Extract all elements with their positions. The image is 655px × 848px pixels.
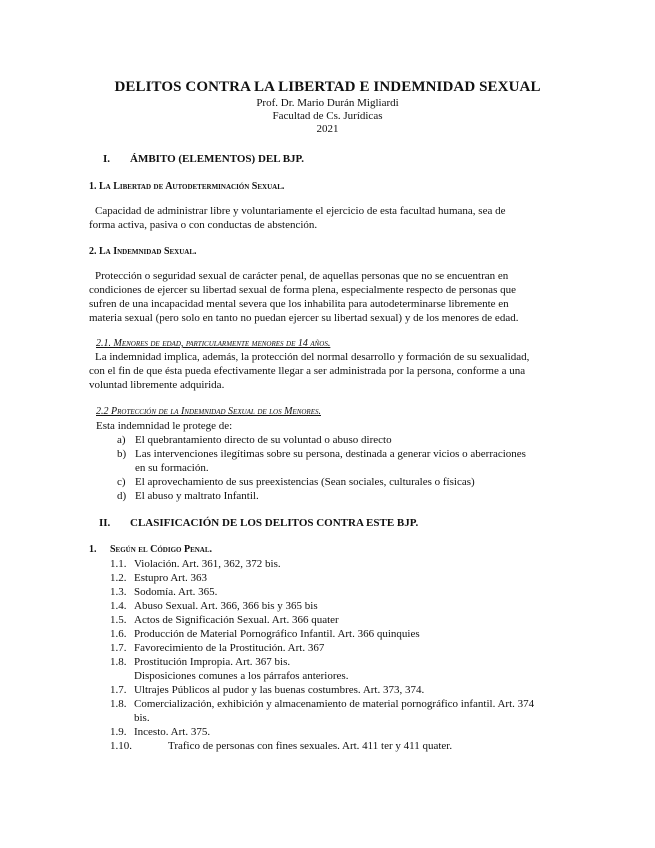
list-marker: a) bbox=[117, 434, 126, 446]
article-item-continuation: bis. bbox=[134, 712, 150, 724]
sub21-heading: 2.1. Menores de edad, particularmente menores de 14 años. bbox=[96, 338, 331, 349]
list-item: El abuso y maltrato Infantil. bbox=[135, 490, 259, 502]
section2-sub1-heading: Según el Código Penal. bbox=[110, 544, 213, 555]
article-number: 1.10. bbox=[110, 740, 132, 752]
faculty-line: Facultad de Cs. Jurídicas bbox=[272, 110, 383, 122]
article-item: Sodomía. Art. 365. bbox=[134, 586, 218, 598]
article-number: 1.6. bbox=[110, 628, 127, 640]
article-number: 1.8. bbox=[110, 656, 127, 668]
article-item: Violación. Art. 361, 362, 372 bis. bbox=[134, 558, 281, 570]
list-marker: d) bbox=[117, 490, 127, 502]
sub21-line: voluntad libremente adquirida. bbox=[89, 379, 225, 391]
sub22-intro: Esta indemnidad le protege de: bbox=[96, 420, 233, 432]
section1-title: ÁMBITO (ELEMENTOS) DEL BJP. bbox=[130, 153, 305, 165]
article-item: Actos de Significación Sexual. Art. 366 quater bbox=[134, 614, 339, 626]
article-number: 1.3. bbox=[110, 586, 127, 598]
sub21-line: La indemnidad implica, además, la protección del normal desarrollo y formación de su sexualidad, bbox=[95, 351, 530, 363]
section2-title: CLASIFICACIÓN DE LOS DELITOS CONTRA ESTE BJP. bbox=[130, 517, 419, 529]
article-item: Abuso Sexual. Art. 366, 366 bis y 365 bis bbox=[134, 600, 318, 612]
sub1-line: forma activa, pasiva o con conductas de abstención. bbox=[89, 219, 318, 231]
section2-sub1-number: 1. bbox=[89, 544, 97, 555]
list-item-continuation: en su formación. bbox=[135, 462, 209, 474]
sub1-heading: 1. La Libertad de Autodeterminación Sexual. bbox=[89, 181, 285, 192]
document-title: DELITOS CONTRA LA LIBERTAD E INDEMNIDAD SEXUAL bbox=[114, 79, 541, 95]
article-number: 1.5. bbox=[110, 614, 127, 626]
list-item: El quebrantamiento directo de su voluntad o abuso directo bbox=[135, 434, 392, 446]
sub2-line: sufren de una incapacidad mental severa que los inhabilita para autodeterminarse libremente en bbox=[89, 298, 509, 310]
article-item: Estupro Art. 363 bbox=[134, 572, 208, 584]
list-marker: c) bbox=[117, 476, 126, 488]
list-item: El aprovechamiento de sus preexistencias (Sean sociales, culturales o físicas) bbox=[135, 476, 475, 488]
article-item: Comercialización, exhibición y almacenamiento de material pornográfico infantil. Art. 374 bbox=[134, 698, 535, 710]
sub2-heading: 2. La Indemnidad Sexual. bbox=[89, 246, 197, 257]
section2-number: II. bbox=[99, 517, 111, 529]
sub2-line: condiciones de ejercer su libertad sexual de forma plena, especialmente respecto de personas que bbox=[89, 284, 516, 296]
article-item-continuation: Disposiciones comunes a los párrafos anteriores. bbox=[134, 670, 349, 682]
year-line: 2021 bbox=[316, 123, 339, 135]
article-number: 1.4. bbox=[110, 600, 127, 612]
sub2-line: Protección o seguridad sexual de carácter penal, de aquellas personas que no se encuentran en bbox=[95, 270, 509, 282]
author-line: Prof. Dr. Mario Durán Migliardi bbox=[256, 97, 399, 109]
sub1-line: Capacidad de administrar libre y voluntariamente el ejercicio de esta facultad humana, sea de bbox=[95, 205, 506, 217]
article-number: 1.1. bbox=[110, 558, 127, 570]
list-marker: b) bbox=[117, 448, 127, 460]
list-item: Las intervenciones ilegítimas sobre su persona, destinada a generar vicios o aberraciones bbox=[135, 448, 526, 460]
article-number: 1.7. bbox=[110, 642, 127, 654]
article-item: Prostitución Impropia. Art. 367 bis. bbox=[134, 656, 291, 668]
article-item: Incesto. Art. 375. bbox=[134, 726, 211, 738]
article-number: 1.2. bbox=[110, 572, 127, 584]
article-number: 1.8. bbox=[110, 698, 127, 710]
sub21-line: con el fin de que ésta pueda efectivamente llegar a ser administrada por la persona, conforme a una bbox=[89, 365, 526, 377]
article-item: Favorecimiento de la Prostitución. Art. 367 bbox=[134, 642, 325, 654]
article-number: 1.9. bbox=[110, 726, 127, 738]
sub22-heading: 2.2 Protección de la Indemnidad Sexual de los Menores. bbox=[96, 406, 321, 417]
sub2-line: materia sexual (pero solo en tanto no puedan ejercer su libertad sexual) y de los menores de edad. bbox=[89, 312, 519, 324]
article-item: Producción de Material Pornográfico Infantil. Art. 366 quinquies bbox=[134, 628, 420, 640]
article-item: Trafico de personas con fines sexuales. Art. 411 ter y 411 quater. bbox=[168, 740, 453, 752]
section1-number: I. bbox=[103, 153, 111, 165]
article-number: 1.7. bbox=[110, 684, 127, 696]
article-item: Ultrajes Públicos al pudor y las buenas costumbres. Art. 373, 374. bbox=[134, 684, 425, 696]
